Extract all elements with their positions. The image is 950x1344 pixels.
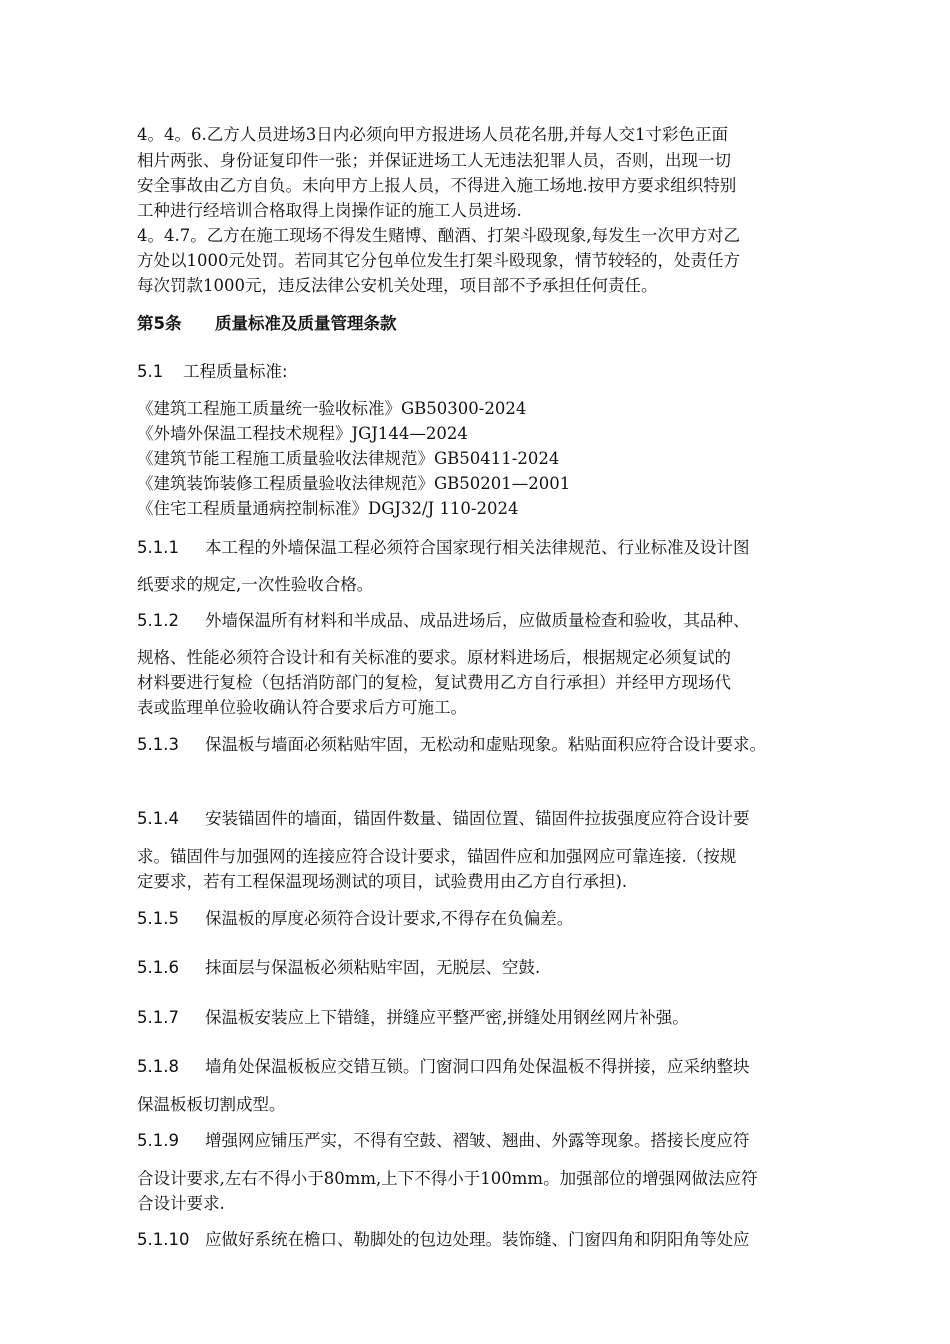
section-heading-number: 第5条 <box>137 314 182 333</box>
clause-text-line: 材料要进行复检（包括消防部门的复检，复试费用乙方自行承担）并经甲方现场代 <box>137 673 731 692</box>
clause-text: 墙角处保温板板应交错互锁。门窗洞口四角处保温板不得拼接，应采纳整块 <box>205 1057 750 1076</box>
clause-text-line: 合设计要求. <box>137 1194 225 1213</box>
clause-text: 本工程的外墙保温工程必须符合国家现行相关法律规范、行业标准及设计图 <box>205 538 750 557</box>
clause-text-line: 求。锚固件与加强网的连接应符合设计要求，锚固件应和加强网应可靠连接.（按规 <box>137 847 737 866</box>
section-heading-title: 质量标准及质量管理条款 <box>215 314 397 333</box>
clause-number: 5.1.7 <box>137 1008 179 1027</box>
subsection-5-1 <box>137 362 288 382</box>
clause-5-1-7 <box>137 1008 689 1028</box>
clause-5-1-8 <box>137 1057 750 1077</box>
clause-number: 5.1.9 <box>137 1131 179 1150</box>
clause-number: 5.1.4 <box>137 809 179 828</box>
clause-number: 5.1.1 <box>137 538 179 557</box>
clause-text: 保温板与墙面必须粘贴牢固，无松动和虚贴现象。粘贴面积应符合设计要求。 <box>205 735 766 754</box>
clause-5-1-5 <box>137 909 573 929</box>
clause-5-1-9 <box>137 1131 750 1151</box>
para-446-line-2: 相片两张、身份证复印件一张；并保证进场工人无违法犯罪人员，否则，出现一切 <box>137 151 731 170</box>
clause-5-1-2 <box>137 611 750 631</box>
para-446-line-3: 安全事故由乙方自负。未向甲方上报人员，不得进入施工场地.按甲方要求组织特别 <box>137 176 737 195</box>
para-447-line-1: 4。4.7。乙方在施工现场不得发生赌博、酗酒、打架斗殴现象,每发生一次甲方对乙 <box>137 226 740 245</box>
clause-number: 5.1.3 <box>137 735 179 754</box>
clause-text-line: 定要求，若有工程保温现场测试的项目，试验费用由乙方自行承担). <box>137 872 628 891</box>
clause-text-line: 合设计要求,左右不得小于80mm,上下不得小于100mm。加强部位的增强网做法应符 <box>137 1169 758 1188</box>
clause-number: 5.1.5 <box>137 909 179 928</box>
para-447-line-3: 每次罚款1000元，违反法律公安机关处理，项目部不予承担任何责任。 <box>137 276 658 295</box>
standard-item: 《建筑节能工程施工质量验收法律规范》GB50411-2024 <box>137 449 560 468</box>
clause-number: 5.1.2 <box>137 611 179 630</box>
para-446-line-1: 4。4。6.乙方人员进场3日内必须向甲方报进场人员花名册,并每人交1寸彩色正面 <box>137 125 728 144</box>
clause-text: 保温板的厚度必须符合设计要求,不得存在负偏差。 <box>205 909 574 928</box>
clause-5-1-6 <box>137 958 540 978</box>
subsection-title: 工程质量标准: <box>183 362 288 381</box>
subsection-number: 5.1 <box>137 362 164 381</box>
clause-number: 5.1.8 <box>137 1057 179 1076</box>
clause-text: 抹面层与保温板必须粘贴牢固，无脱层、空鼓. <box>205 958 541 977</box>
section-heading <box>137 314 397 334</box>
clause-text: 增强网应铺压严实，不得有空鼓、褶皱、翘曲、外露等现象。搭接长度应符 <box>205 1131 750 1150</box>
standard-item: 《外墙外保温工程技术规程》JGJ144—2024 <box>137 424 468 443</box>
clause-number: 5.1.10 <box>137 1230 190 1249</box>
clause-text: 安装锚固件的墙面，锚固件数量、锚固位置、锚固件拉拔强度应符合设计要 <box>205 809 750 828</box>
clause-text-line: 保温板板切割成型。 <box>137 1095 286 1114</box>
standard-item: 《住宅工程质量通病控制标准》DGJ32/J 110-2024 <box>137 499 519 518</box>
clause-5-1-3 <box>137 735 766 755</box>
clause-5-1-1 <box>137 538 750 558</box>
clause-text-line: 表或监理单位验收确认符合要求后方可施工。 <box>137 698 467 717</box>
clause-text: 应做好系统在檐口、勒脚处的包边处理。装饰缝、门窗四角和阴阳角等处应 <box>205 1230 750 1249</box>
clause-number: 5.1.6 <box>137 958 179 977</box>
para-446-line-4: 工种进行经培训合格取得上岗操作证的施工人员进场. <box>137 201 522 220</box>
standard-item: 《建筑工程施工质量统一验收标准》GB50300-2024 <box>137 399 527 418</box>
clause-text-line: 规格、性能必须符合设计和有关标准的要求。原材料进场后，根据规定必须复试的 <box>137 648 731 667</box>
clause-5-1-10 <box>137 1230 750 1250</box>
standard-item: 《建筑装饰装修工程质量验收法律规范》GB50201—2001 <box>137 474 571 493</box>
clause-text: 保温板安装应上下错缝，拼缝应平整严密,拼缝处用钢丝网片补强。 <box>205 1008 689 1027</box>
clause-text: 外墙保温所有材料和半成品、成品进场后，应做质量检查和验收，其品种、 <box>205 611 750 630</box>
clause-text-line: 纸要求的规定,一次性验收合格。 <box>137 575 374 594</box>
para-447-line-2: 方处以1000元处罚。若同其它分包单位发生打架斗殴现象，情节较轻的，处责任方 <box>137 251 740 270</box>
clause-5-1-4 <box>137 809 750 829</box>
